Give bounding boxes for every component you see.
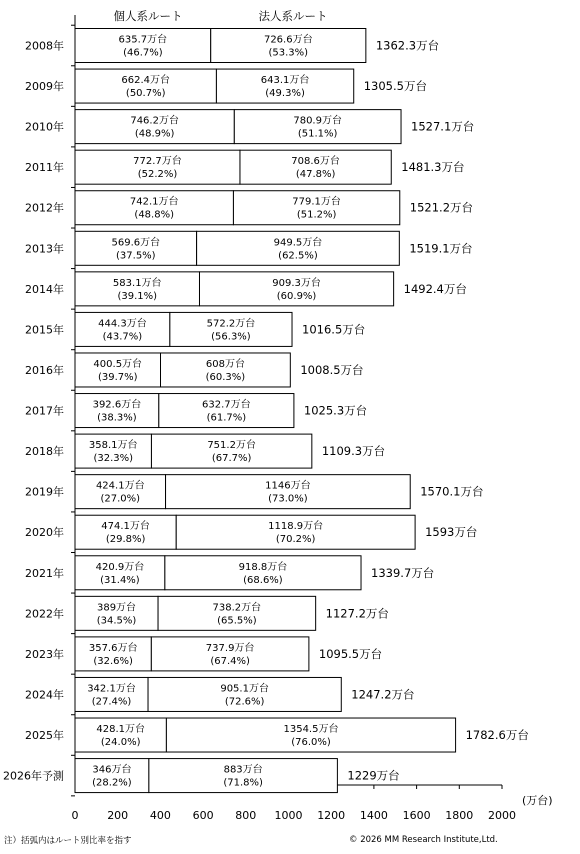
- pct-label-individual: (48.8%): [134, 209, 175, 221]
- data-label-individual: 742.1万台: [129, 196, 179, 208]
- data-label-individual: 420.9万台: [95, 561, 145, 573]
- pct-label-corporate: (72.6%): [224, 696, 265, 708]
- pct-label-corporate: (61.7%): [206, 412, 247, 424]
- data-label-corporate: 918.8万台: [238, 561, 288, 573]
- bar-row: [25, 515, 478, 549]
- data-label-individual: 635.7万台: [118, 34, 168, 46]
- pct-label-individual: (43.7%): [102, 331, 143, 343]
- category-label: 2024年: [25, 688, 64, 702]
- pct-label-corporate: (51.2%): [296, 209, 337, 221]
- pct-label-individual: (38.3%): [97, 412, 137, 424]
- category-label: 2015年: [25, 323, 64, 337]
- pct-label-corporate: (62.5%): [278, 250, 318, 262]
- data-label-individual: 424.1万台: [95, 480, 145, 492]
- bar-row: [25, 272, 467, 306]
- category-label: 2026年予測: [3, 769, 64, 783]
- bar-row: [3, 759, 400, 793]
- data-label-individual: 392.6万台: [92, 399, 142, 411]
- pct-label-corporate: (65.5%): [217, 615, 257, 627]
- data-label-individual: 569.6万台: [111, 237, 161, 249]
- category-label: 2014年: [25, 282, 64, 296]
- pct-label-individual: (39.7%): [97, 371, 138, 383]
- bar-row: [25, 110, 475, 144]
- data-label-individual: 662.4万台: [121, 75, 171, 87]
- data-label-corporate: 738.2万台: [212, 602, 262, 614]
- total-label: 1016.5万台: [302, 322, 366, 337]
- pct-label-individual: (39.1%): [117, 290, 158, 302]
- pct-label-corporate: (70.2%): [275, 534, 316, 546]
- x-tick-label: 600: [192, 809, 214, 822]
- pct-label-corporate: (56.3%): [211, 331, 251, 343]
- data-label-corporate: 708.6万台: [291, 156, 340, 168]
- data-label-individual: 358.1万台: [88, 440, 138, 452]
- x-tick-label: 2000: [488, 809, 516, 822]
- x-tick-label: 400: [149, 809, 171, 822]
- category-label: 2010年: [25, 120, 64, 134]
- footnote: 注）括弧内はルート別比率を指す: [4, 836, 132, 846]
- pct-label-individual: (46.7%): [123, 47, 163, 59]
- pct-label-corporate: (49.3%): [265, 88, 305, 100]
- pct-label-individual: (32.6%): [93, 655, 133, 667]
- total-label: 1305.5万台: [363, 79, 427, 94]
- bar-row: [25, 718, 529, 752]
- bar-row: [25, 394, 368, 428]
- category-label: 2025年: [25, 729, 64, 743]
- legend: [114, 9, 328, 23]
- pct-label-corporate: (60.9%): [276, 290, 317, 302]
- data-label-corporate: 1146万台: [265, 480, 311, 492]
- total-label: 1339.7万台: [371, 565, 435, 580]
- pct-label-corporate: (67.7%): [211, 453, 252, 465]
- copyright: © 2026 MM Research Institute,Ltd.: [349, 835, 498, 845]
- category-label: 2017年: [25, 404, 64, 418]
- data-label-individual: 583.1万台: [112, 277, 162, 289]
- category-label: 2011年: [25, 161, 64, 175]
- category-label: 2016年: [25, 363, 64, 377]
- data-label-individual: 772.7万台: [133, 156, 182, 168]
- total-label: 1570.1万台: [420, 484, 484, 499]
- total-label: 1095.5万台: [318, 646, 383, 661]
- total-label: 1229万台: [347, 768, 400, 783]
- total-label: 1527.1万台: [411, 119, 475, 134]
- legend-label-corporate: 法人系ルート: [258, 9, 328, 23]
- pct-label-corporate: (60.3%): [205, 371, 246, 383]
- total-label: 1782.6万台: [465, 728, 529, 743]
- pct-label-corporate: (68.6%): [243, 574, 283, 586]
- data-label-individual: 474.1万台: [101, 521, 150, 533]
- data-label-individual: 342.1万台: [87, 683, 136, 695]
- bar-row: [25, 637, 383, 671]
- bar-row: [25, 150, 465, 184]
- data-label-corporate: 905.1万台: [220, 683, 269, 695]
- bar-row: [25, 29, 440, 63]
- x-tick-label: 200: [107, 809, 129, 822]
- data-label-individual: 357.6万台: [88, 642, 138, 654]
- pct-label-corporate: (51.1%): [297, 128, 338, 140]
- data-label-individual: 746.2万台: [130, 115, 179, 127]
- bar-row: [25, 191, 474, 225]
- data-label-corporate: 909.3万台: [272, 277, 321, 289]
- bar-row: [25, 596, 389, 630]
- total-label: 1362.3万台: [375, 38, 440, 53]
- total-label: 1593万台: [425, 525, 478, 540]
- category-label: 2020年: [25, 526, 64, 540]
- legend-label-individual: 個人系ルート: [113, 9, 183, 23]
- x-unit-label: (万台): [522, 794, 553, 807]
- pct-label-individual: (48.9%): [134, 128, 175, 140]
- bar-row: [25, 69, 427, 103]
- bar-row: [25, 677, 415, 711]
- pct-label-corporate: (76.0%): [291, 737, 331, 749]
- data-label-corporate: 1118.9万台: [268, 521, 324, 533]
- category-label: 2013年: [25, 242, 64, 256]
- data-label-corporate: 726.6万台: [263, 34, 313, 46]
- total-label: 1492.4万台: [403, 281, 467, 296]
- category-label: 2019年: [25, 485, 64, 499]
- pct-label-individual: (34.5%): [96, 615, 137, 627]
- x-tick-label: 1800: [445, 809, 474, 822]
- data-label-corporate: 643.1万台: [260, 75, 310, 87]
- x-tick-label: 1400: [359, 809, 388, 822]
- bars: [3, 29, 529, 793]
- x-tick-label: 0: [71, 809, 79, 822]
- pct-label-individual: (29.8%): [105, 534, 146, 546]
- bar-row: [25, 231, 473, 265]
- pct-label-individual: (52.2%): [137, 169, 178, 181]
- data-label-individual: 400.5万台: [93, 358, 143, 370]
- data-label-individual: 428.1万台: [96, 724, 146, 736]
- pct-label-corporate: (47.8%): [295, 169, 336, 181]
- total-label: 1521.2万台: [409, 200, 474, 215]
- pct-label-individual: (32.3%): [93, 453, 134, 465]
- pct-label-individual: (50.7%): [125, 88, 166, 100]
- total-label: 1481.3万台: [401, 160, 465, 175]
- pct-label-individual: (37.5%): [116, 250, 156, 262]
- category-label: 2012年: [25, 201, 64, 215]
- pct-label-individual: (27.0%): [100, 493, 141, 505]
- category-label: 2023年: [25, 647, 64, 661]
- x-tick-label: 1000: [274, 809, 303, 822]
- data-label-corporate: 949.5万台: [273, 237, 323, 249]
- data-label-corporate: 779.1万台: [292, 196, 341, 208]
- total-label: 1127.2万台: [325, 606, 389, 621]
- x-tick-label: 1600: [402, 809, 431, 822]
- data-label-corporate: 632.7万台: [202, 399, 251, 411]
- pct-label-individual: (24.0%): [100, 737, 141, 749]
- bar-row: [25, 434, 386, 468]
- pct-label-individual: (31.4%): [100, 574, 140, 586]
- total-label: 1247.2万台: [351, 687, 415, 702]
- data-label-individual: 389万台: [96, 602, 137, 614]
- data-label-corporate: 1354.5万台: [283, 724, 339, 736]
- data-label-corporate: 608万台: [205, 358, 245, 370]
- pct-label-corporate: (73.0%): [268, 493, 308, 505]
- x-tick-label: 800: [235, 809, 257, 822]
- pct-label-individual: (28.2%): [92, 777, 132, 789]
- total-label: 1519.1万台: [409, 241, 473, 256]
- total-label: 1025.3万台: [303, 403, 368, 418]
- bar-row: [25, 353, 364, 387]
- bar-row: [25, 312, 366, 346]
- data-label-corporate: 572.2万台: [206, 318, 256, 330]
- x-tick-label: 1200: [317, 809, 346, 822]
- data-label-individual: 346万台: [92, 764, 132, 776]
- data-label-corporate: 780.9万台: [293, 115, 342, 127]
- data-label-individual: 444.3万台: [98, 318, 147, 330]
- total-label: 1008.5万台: [300, 362, 364, 377]
- bar-row: [25, 556, 435, 590]
- pct-label-corporate: (67.4%): [210, 655, 250, 667]
- total-label: 1109.3万台: [321, 444, 386, 459]
- category-label: 2018年: [25, 445, 64, 459]
- category-label: 2022年: [25, 607, 64, 621]
- data-label-corporate: 883万台: [223, 764, 263, 776]
- category-label: 2009年: [25, 80, 64, 94]
- pct-label-corporate: (71.8%): [223, 777, 263, 789]
- category-label: 2008年: [25, 39, 64, 53]
- data-label-corporate: 751.2万台: [207, 440, 256, 452]
- category-label: 2021年: [25, 566, 64, 580]
- pct-label-individual: (27.4%): [91, 696, 132, 708]
- pct-label-corporate: (53.3%): [268, 47, 309, 59]
- bar-row: [25, 475, 484, 509]
- data-label-corporate: 737.9万台: [205, 642, 255, 654]
